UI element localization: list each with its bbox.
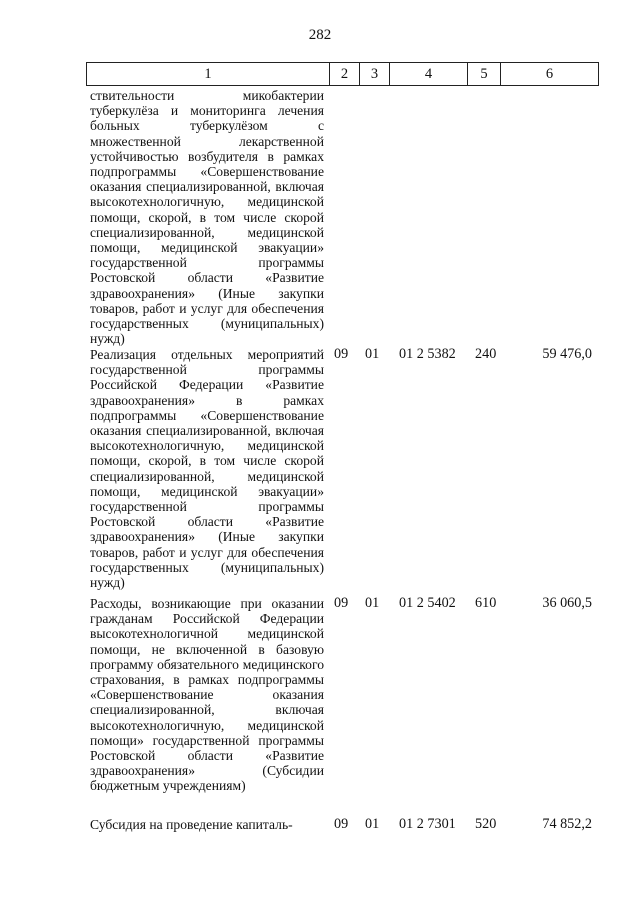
row-subsection-code: 01 (365, 816, 380, 832)
row-section-code: 09 (334, 346, 349, 362)
row-section-code: 09 (334, 816, 349, 832)
column-header-4: 4 (390, 63, 468, 86)
row-description: Реализация отдельных мероприятий государственной программы Российской Федерации «Развитие здравоохранения» в рамках подпрограммы «Совершенствование оказания специализированной, включая высокотехнологичную, медицинской помощи, скорой, в том числе скорой специализированной, медицинской помощи, медицинской эвакуации» государственной программы Ростовской области «Развитие здравоохранения» (Иные закупки товаров, работ и услуг для обеспечения государственных (муниципальных) нужд) (90, 347, 324, 591)
column-header-5: 5 (468, 63, 501, 86)
row-section-code: 09 (334, 595, 349, 611)
row-amount: 59 476,0 (542, 346, 592, 362)
column-header-row (87, 63, 599, 86)
page-number: 282 (308, 27, 332, 43)
row-target-article-code: 01 2 5382 (399, 346, 456, 362)
row-expense-type-code: 610 (475, 595, 497, 611)
row-description: Расходы, возникающие при оказании гражданам Российской Федерации высокотехнологичной медицинской помощи, не включенной в базовую программу обязательного медицинского страхования, в рамках подпрограммы «Совершенствование оказания специализированной, включая высокотехнологичную, медицинской помощи» государственной программы Ростовской области «Развитие здравоохранения» (Субсидии бюджетным учреждениям) (90, 596, 324, 794)
column-header-table (86, 62, 599, 86)
row-amount: 36 060,5 (542, 595, 592, 611)
row-description: Субсидия на проведение капиталь- (90, 817, 293, 832)
row-expense-type-code: 240 (475, 346, 497, 362)
row-subsection-code: 01 (365, 595, 380, 611)
row-target-article-code: 01 2 7301 (399, 816, 456, 832)
column-header-3: 3 (360, 63, 390, 86)
column-header-6: 6 (501, 63, 599, 86)
row-amount: 74 852,2 (542, 816, 592, 832)
column-header-1: 1 (87, 63, 330, 86)
row-target-article-code: 01 2 5402 (399, 595, 456, 611)
row-expense-type-code: 520 (475, 816, 497, 832)
row-subsection-code: 01 (365, 346, 380, 362)
row-description: ствительности микобактерии туберкулёза и мониторинга лечения больных туберкулёзом с множественной лекарственной устойчивостью возбудителя в рамках подпрограммы «Совершенствование оказания специализированной, включая высокотехнологичную, медицинской помощи, скорой, в том числе скорой специализированной, медицинской помощи, медицинской эвакуации» государственной программы Ростовской области «Развитие здравоохранения» (Иные закупки товаров, работ и услуг для обеспечения государственных (муниципальных) нужд) (90, 88, 324, 347)
column-header-2: 2 (330, 63, 360, 86)
